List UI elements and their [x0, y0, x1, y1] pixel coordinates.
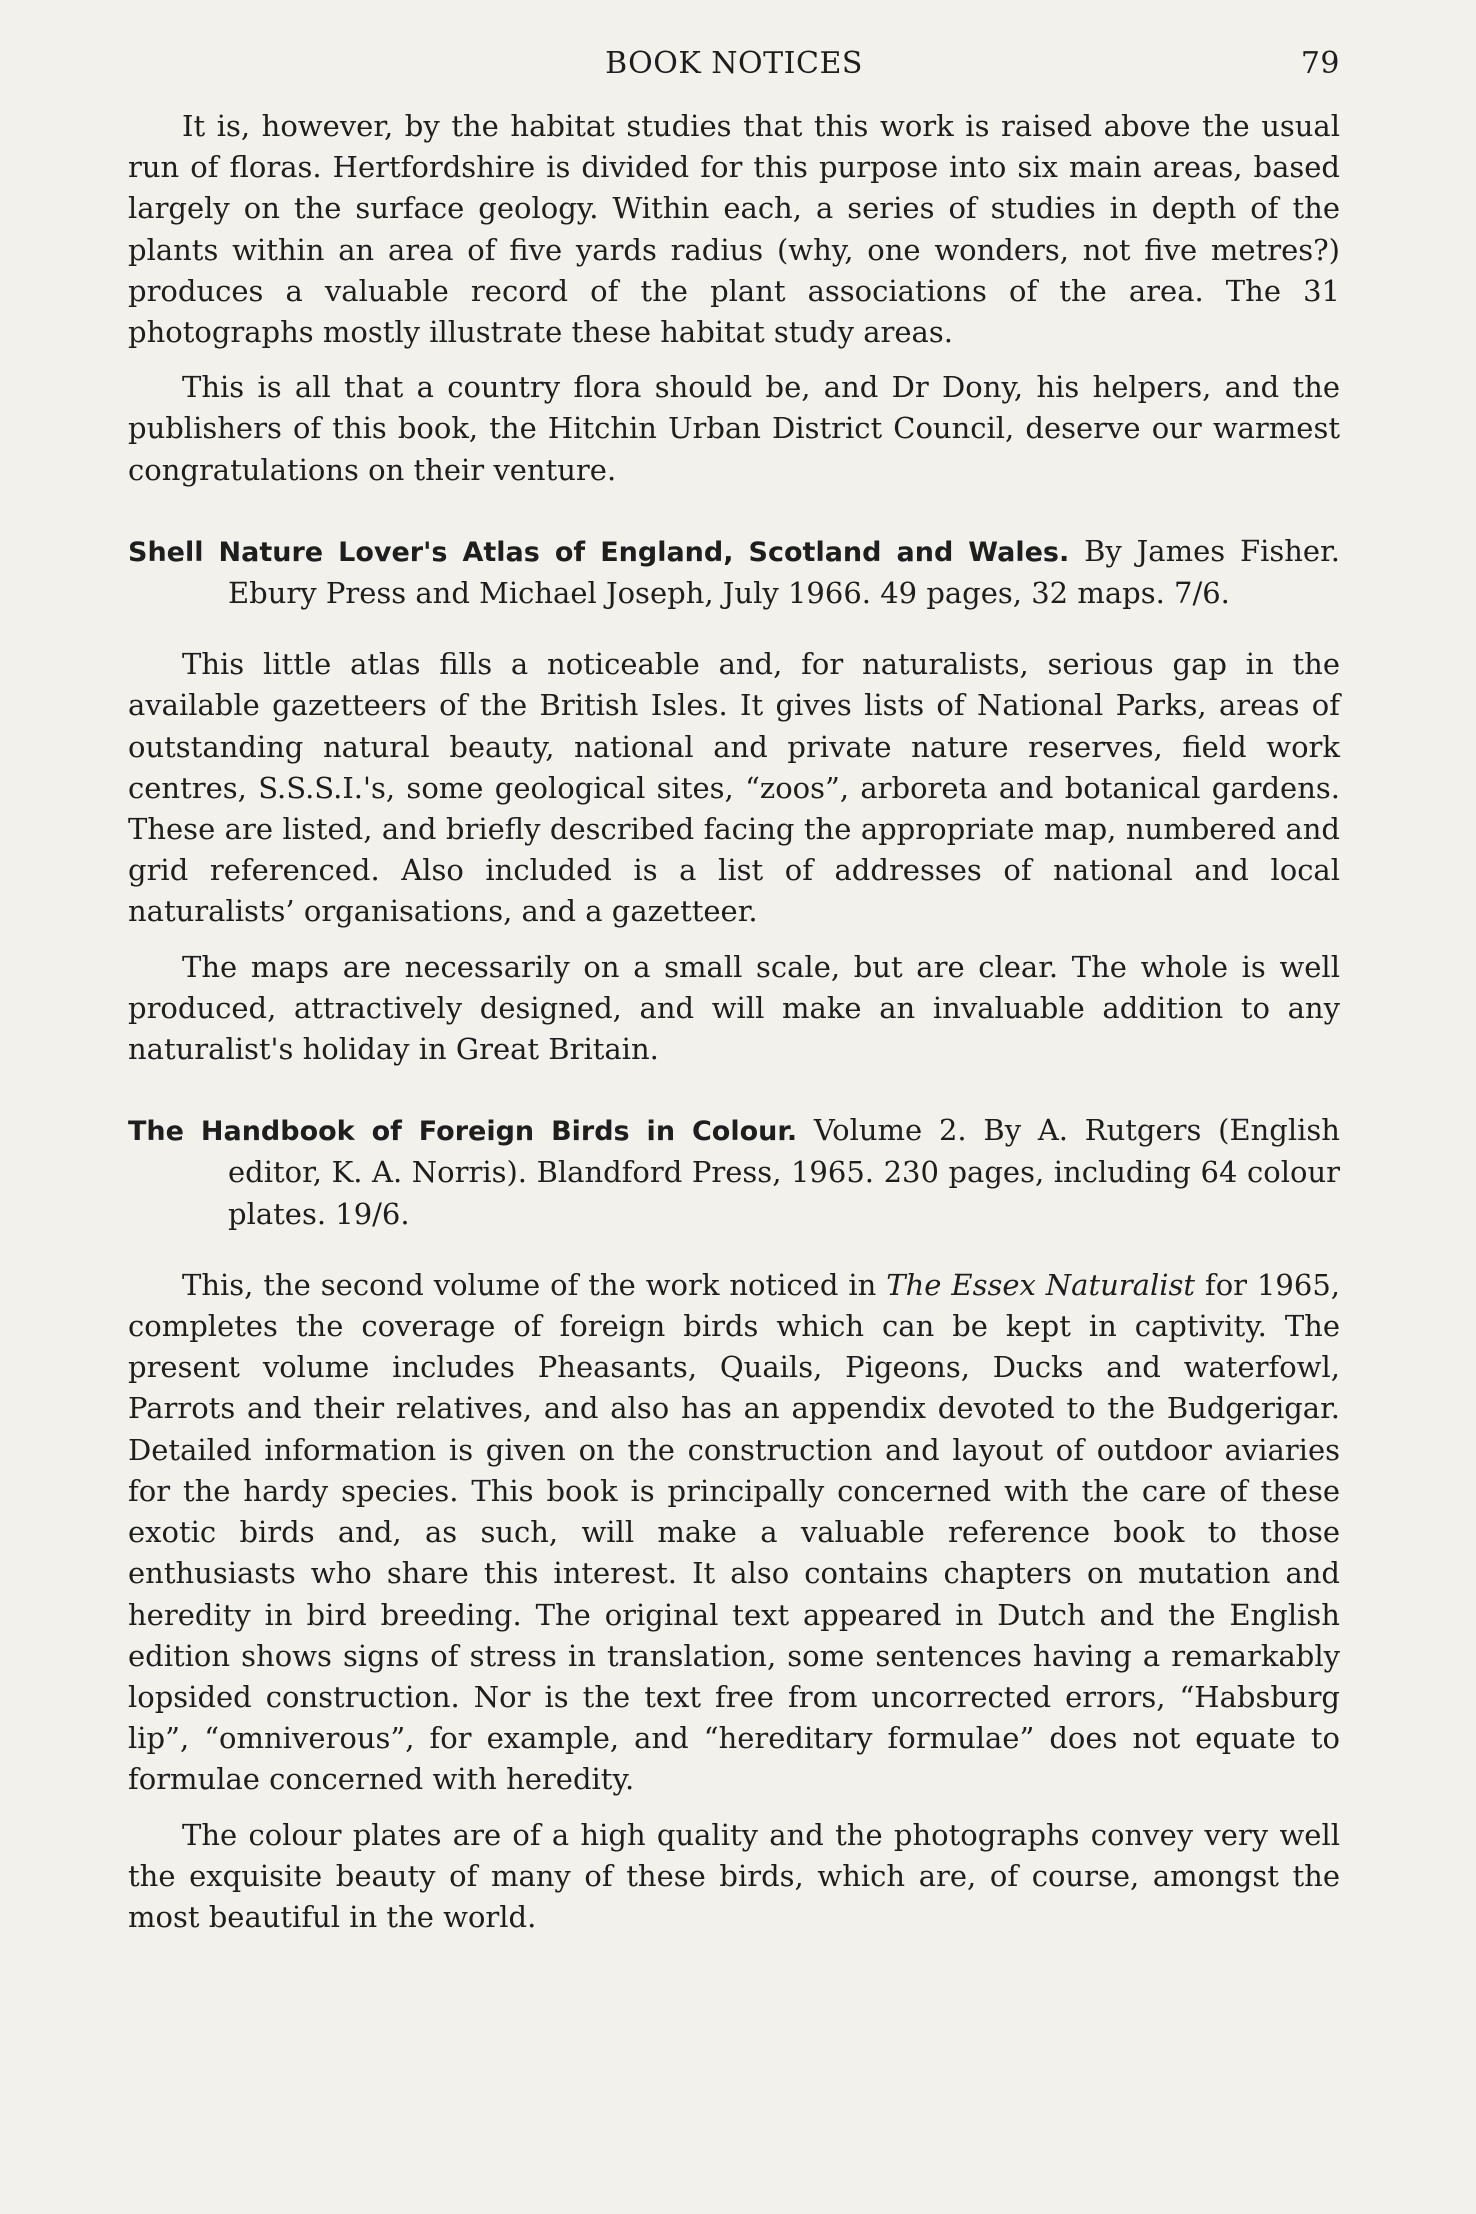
foreign-birds-paragraph-2: The colour plates are of a high quality and the photographs convey very well the exquisite beauty of many of these birds, which are, of course, amongst the most beautiful in the world. [128, 1817, 1340, 1934]
foreign-birds-paragraph-1 [128, 1265, 1340, 1801]
review-paragraph-habitat-studies: It is, however, by the habitat studies that this work is raised above the usual run of floras. Hertfordshire is divided for this purpose into six main areas, based largely on the surface geology. Within each, a series of studies in depth of the plants within an area of five yards radius (why, one wonders, not five metres?) produces a valuable record of the plant associations of the area. The 31 photographs mostly illustrate these habitat study areas. [128, 109, 1340, 350]
page-number: 79 [1300, 46, 1340, 81]
review-paragraph-conclusion: This is all that a country flora should be, and Dr Dony, his helpers, and the publishers of this book, the Hitchin Urban District Council, deserve our warmest congratulations on their venture. [128, 370, 1340, 487]
foreign-birds-paragraph-1-start: This, the second volume of the work noticed in [182, 1267, 887, 1302]
book-title-shell-atlas: Shell Nature Lover's Atlas of England, Scotland and Wales. [128, 536, 1070, 568]
shell-atlas-paragraph-1: This little atlas fills a noticeable and, for naturalists, serious gap in the available gazetteers of the British Isles. It gives lists of National Parks, areas of outstanding natural beauty, national and private nature reserves, field work centres, S.S.S.I.'s, some geological sites, “zoos”, arboreta and botanical gardens. These are listed, and briefly described facing the appropriate map, numbered and grid referenced. Also included is a list of addresses of national and local naturalists’ organisations, and a gazetteer. [128, 647, 1340, 929]
page-content [128, 106, 1340, 1938]
running-head: BOOK NOTICES [605, 46, 863, 81]
shell-atlas-paragraph-2: The maps are necessarily on a small scale, but are clear. The whole is well produced, attractively designed, and will make an invaluable addition to any naturalist's holiday in Great Britain. [128, 949, 1340, 1067]
book-details-foreign-birds: Volume 2. By A. Rutgers (English editor, K. A. Norris). Blandford Press, 1965. 230 pages, including 64 colour plates. 19/6. [228, 1113, 1340, 1231]
book-notices-page [128, 40, 1340, 1938]
notice-heading-shell-atlas [128, 531, 1340, 614]
book-title-foreign-birds: The Handbook of Foreign Birds in Colour. [128, 1116, 798, 1148]
book-details-shell-atlas: By James Fisher. Ebury Press and Michael Joseph, July 1966. 49 pages, 32 maps. 7/6. [228, 533, 1340, 611]
page-header [128, 40, 1340, 96]
notice-heading-foreign-birds [128, 1110, 1340, 1235]
journal-title-essex-naturalist: The Essex Naturalist [886, 1267, 1196, 1302]
foreign-birds-paragraph-1-rest: for 1965, completes the coverage of foreign birds which can be kept in captivity. The present volume includes Pheasants, Quails, Pigeons, Ducks and waterfowl, Parrots and their relatives, and also has an appendix devoted to the Budgerigar. Detailed information is given on the construction and layout of outdoor aviaries for the hardy species. This book is principally concerned with the care of these exotic birds and, as such, will make a valuable reference book to those enthusiasts who share this interest. It also contains chapters on mutation and heredity in bird breeding. The original text appeared in Dutch and the English edition shows signs of stress in translation, some sentences having a remarkably lopsided construction. Nor is the text free from uncorrected errors, “Habsburg lip”, “omniverous”, for example, and “hereditary formulae” does not equate to formulae concerned with heredity. [128, 1267, 1341, 1797]
